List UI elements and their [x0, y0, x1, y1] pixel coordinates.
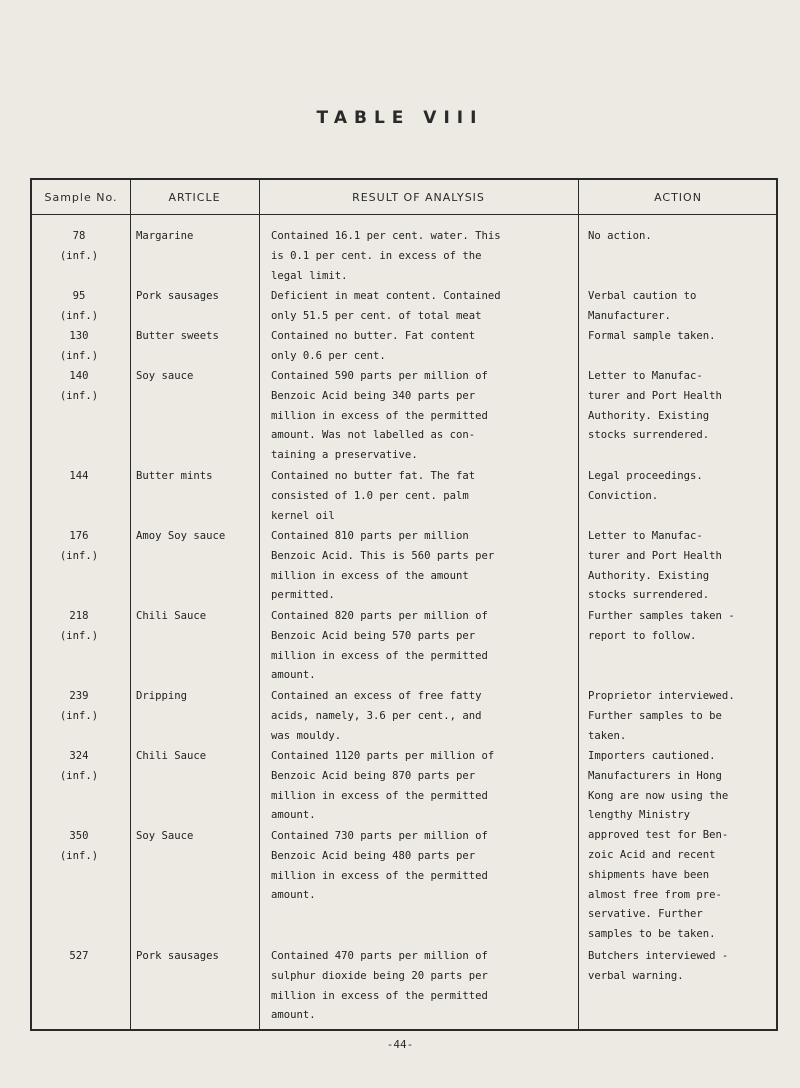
- column-divider: [130, 180, 131, 1029]
- result-cell: Contained no butter. Fat content only 0.6 per cent.: [271, 330, 476, 362]
- sample-no-cell: 140 (inf.): [59, 370, 99, 402]
- article-cell: Chili Sauce: [136, 610, 207, 622]
- article-cell: Dripping: [136, 690, 188, 702]
- article-cell: Butter sweets: [136, 330, 219, 342]
- action-cell: Importers cautioned. Manufacturers in Hong Kong are now using the lengthy Ministry approved test for Ben- zoic Acid and recent shipments have been almost free from pre- servative. Further samples to be taken.: [588, 750, 729, 941]
- action-cell: Further samples taken - report to follow.: [588, 610, 735, 642]
- sample-no-cell: 218 (inf.): [59, 610, 99, 642]
- article-cell: Soy sauce: [136, 370, 194, 382]
- analysis-table: [30, 178, 778, 1031]
- sample-no-cell: 130 (inf.): [59, 330, 99, 362]
- result-cell: Contained 820 parts per million of Benzoic Acid being 570 parts per million in excess of the permitted amount.: [271, 610, 488, 682]
- sample-no-cell: 176 (inf.): [59, 530, 99, 562]
- header-divider: [32, 214, 776, 215]
- result-cell: Contained 1120 parts per million of Benzoic Acid being 870 parts per million in excess of the permitted amount.: [271, 750, 495, 822]
- action-cell: Butchers interviewed - verbal warning.: [588, 950, 729, 982]
- result-cell: Contained an excess of free fatty acids, namely, 3.6 per cent., and was mouldy.: [271, 690, 482, 742]
- action-cell: Letter to Manufac- turer and Port Health Authority. Existing stocks surrendered.: [588, 370, 722, 442]
- article-cell: Amoy Soy sauce: [136, 530, 226, 542]
- page-number: -44-: [386, 1038, 414, 1051]
- header-action: ACTION: [654, 191, 702, 204]
- sample-no-cell: 324 (inf.): [59, 750, 99, 782]
- action-cell: Legal proceedings. Conviction.: [588, 470, 703, 502]
- sample-no-cell: 350 (inf.): [59, 830, 99, 862]
- result-cell: Contained no butter fat. The fat consisted of 1.0 per cent. palm kernel oil: [271, 470, 476, 522]
- sample-no-cell: 144: [69, 470, 89, 482]
- article-cell: Butter mints: [136, 470, 213, 482]
- sample-no-cell: 95 (inf.): [59, 290, 99, 322]
- action-cell: Verbal caution to Manufacturer.: [588, 290, 697, 322]
- action-cell: Formal sample taken.: [588, 330, 716, 342]
- header-sample-no: Sample No.: [44, 191, 118, 204]
- sample-no-cell: 78 (inf.): [59, 230, 99, 262]
- header-result: RESULT OF ANALYSIS: [352, 191, 485, 204]
- article-cell: Pork sausages: [136, 950, 219, 962]
- result-cell: Contained 810 parts per million Benzoic Acid. This is 560 parts per million in excess of the amount permitted.: [271, 530, 495, 602]
- article-cell: Pork sausages: [136, 290, 219, 302]
- action-cell: Proprietor interviewed. Further samples to be taken.: [588, 690, 735, 742]
- article-cell: Margarine: [136, 230, 194, 242]
- result-cell: Deficient in meat content. Contained only 51.5 per cent. of total meat: [271, 290, 501, 322]
- result-cell: Contained 730 parts per million of Benzoic Acid being 480 parts per million in excess of the permitted amount.: [271, 830, 488, 902]
- result-cell: Contained 470 parts per million of sulphur dioxide being 20 parts per million in excess of the permitted amount.: [271, 950, 488, 1022]
- page-title: TABLE VIII: [316, 108, 484, 128]
- result-cell: Contained 590 parts per million of Benzoic Acid being 340 parts per million in excess of the permitted amount. Was not labelled as con- taining a preservative.: [271, 370, 488, 462]
- article-cell: Soy Sauce: [136, 830, 194, 842]
- action-cell: Letter to Manufac- turer and Port Health Authority. Existing stocks surrendered.: [588, 530, 722, 602]
- column-divider: [259, 180, 260, 1029]
- sample-no-cell: 239 (inf.): [59, 690, 99, 722]
- header-article: ARTICLE: [168, 191, 221, 204]
- action-cell: No action.: [588, 230, 652, 242]
- column-divider: [578, 180, 579, 1029]
- article-cell: Chili Sauce: [136, 750, 207, 762]
- result-cell: Contained 16.1 per cent. water. This is 0.1 per cent. in excess of the legal limit.: [271, 230, 501, 282]
- sample-no-cell: 527: [69, 950, 89, 962]
